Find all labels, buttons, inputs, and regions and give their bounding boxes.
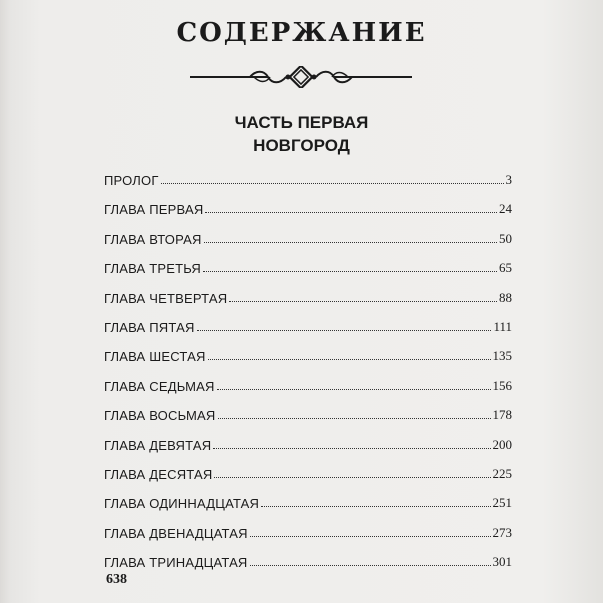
toc-leader	[203, 270, 497, 272]
toc-label: ГЛАВА СЕДЬМАЯ	[104, 378, 215, 394]
toc-label: ГЛАВА ЧЕТВЕРТАЯ	[104, 290, 228, 306]
toc-leader	[205, 211, 497, 213]
part-subtitle: НОВГОРОД	[253, 136, 350, 155]
toc-leader	[213, 447, 490, 449]
toc-row	[104, 286, 512, 306]
toc-label: ГЛАВА ДЕВЯТАЯ	[104, 437, 212, 453]
toc-leader	[197, 329, 492, 331]
toc-leader	[217, 388, 491, 390]
toc-label: ГЛАВА ТРИНАДЦАТАЯ	[104, 555, 248, 571]
toc-page: 24	[499, 201, 512, 217]
toc-page: 65	[499, 260, 512, 276]
toc-leader	[229, 300, 497, 302]
toc-row	[104, 315, 512, 335]
toc-row	[104, 521, 512, 541]
toc-row	[104, 374, 512, 394]
toc-row	[104, 168, 512, 188]
toc-label: ГЛАВА ДЕСЯТАЯ	[104, 467, 213, 482]
toc-row	[104, 256, 512, 276]
page-title: СОДЕРЖАНИЕ	[176, 18, 427, 48]
toc-page: 200	[492, 436, 512, 452]
toc-leader	[218, 417, 491, 419]
toc-page: 111	[493, 319, 512, 334]
page-number: 638	[106, 572, 127, 587]
toc-label: ГЛАВА ШЕСТАЯ	[104, 349, 206, 365]
toc-leader	[204, 241, 497, 243]
toc-label: ПРОЛОГ	[104, 173, 159, 188]
toc-row	[104, 433, 512, 453]
toc-row	[104, 403, 512, 423]
toc-page: 251	[492, 495, 512, 511]
toc-page: 135	[492, 348, 512, 364]
toc-row	[104, 227, 512, 247]
toc-page: 301	[492, 554, 512, 570]
toc-leader	[250, 564, 491, 566]
knot-ornament-icon	[190, 66, 412, 88]
part-title: ЧАСТЬ ПЕРВАЯ	[234, 113, 369, 132]
toc-label: ГЛАВА ОДИННАДЦАТАЯ	[104, 496, 260, 512]
toc-row	[104, 491, 512, 511]
toc-label: ГЛАВА ПЯТАЯ	[104, 320, 195, 335]
toc-leader	[261, 505, 490, 507]
toc-page: 273	[492, 524, 512, 540]
toc-leader	[250, 535, 491, 537]
toc-leader	[214, 476, 490, 478]
toc-label: ГЛАВА ВТОРАЯ	[104, 231, 202, 247]
toc-label: ГЛАВА ДВЕНАДЦАТАЯ	[104, 525, 248, 541]
toc-page: 50	[499, 230, 512, 246]
toc-label: ГЛАВА ПЕРВАЯ	[104, 202, 204, 218]
toc-leader	[161, 182, 504, 184]
toc-page: 178	[492, 407, 512, 423]
toc-row	[104, 462, 512, 482]
toc-row	[104, 197, 512, 217]
toc-label: ГЛАВА ТРЕТЬЯ	[104, 261, 201, 277]
toc-label: ГЛАВА ВОСЬМАЯ	[104, 408, 216, 424]
toc-page: 3	[505, 172, 512, 187]
toc-row	[104, 550, 512, 570]
toc-leader	[208, 358, 491, 360]
toc-page: 88	[499, 289, 512, 305]
toc-page: 225	[492, 466, 512, 481]
toc-row	[104, 344, 512, 364]
toc-page: 156	[492, 377, 512, 393]
